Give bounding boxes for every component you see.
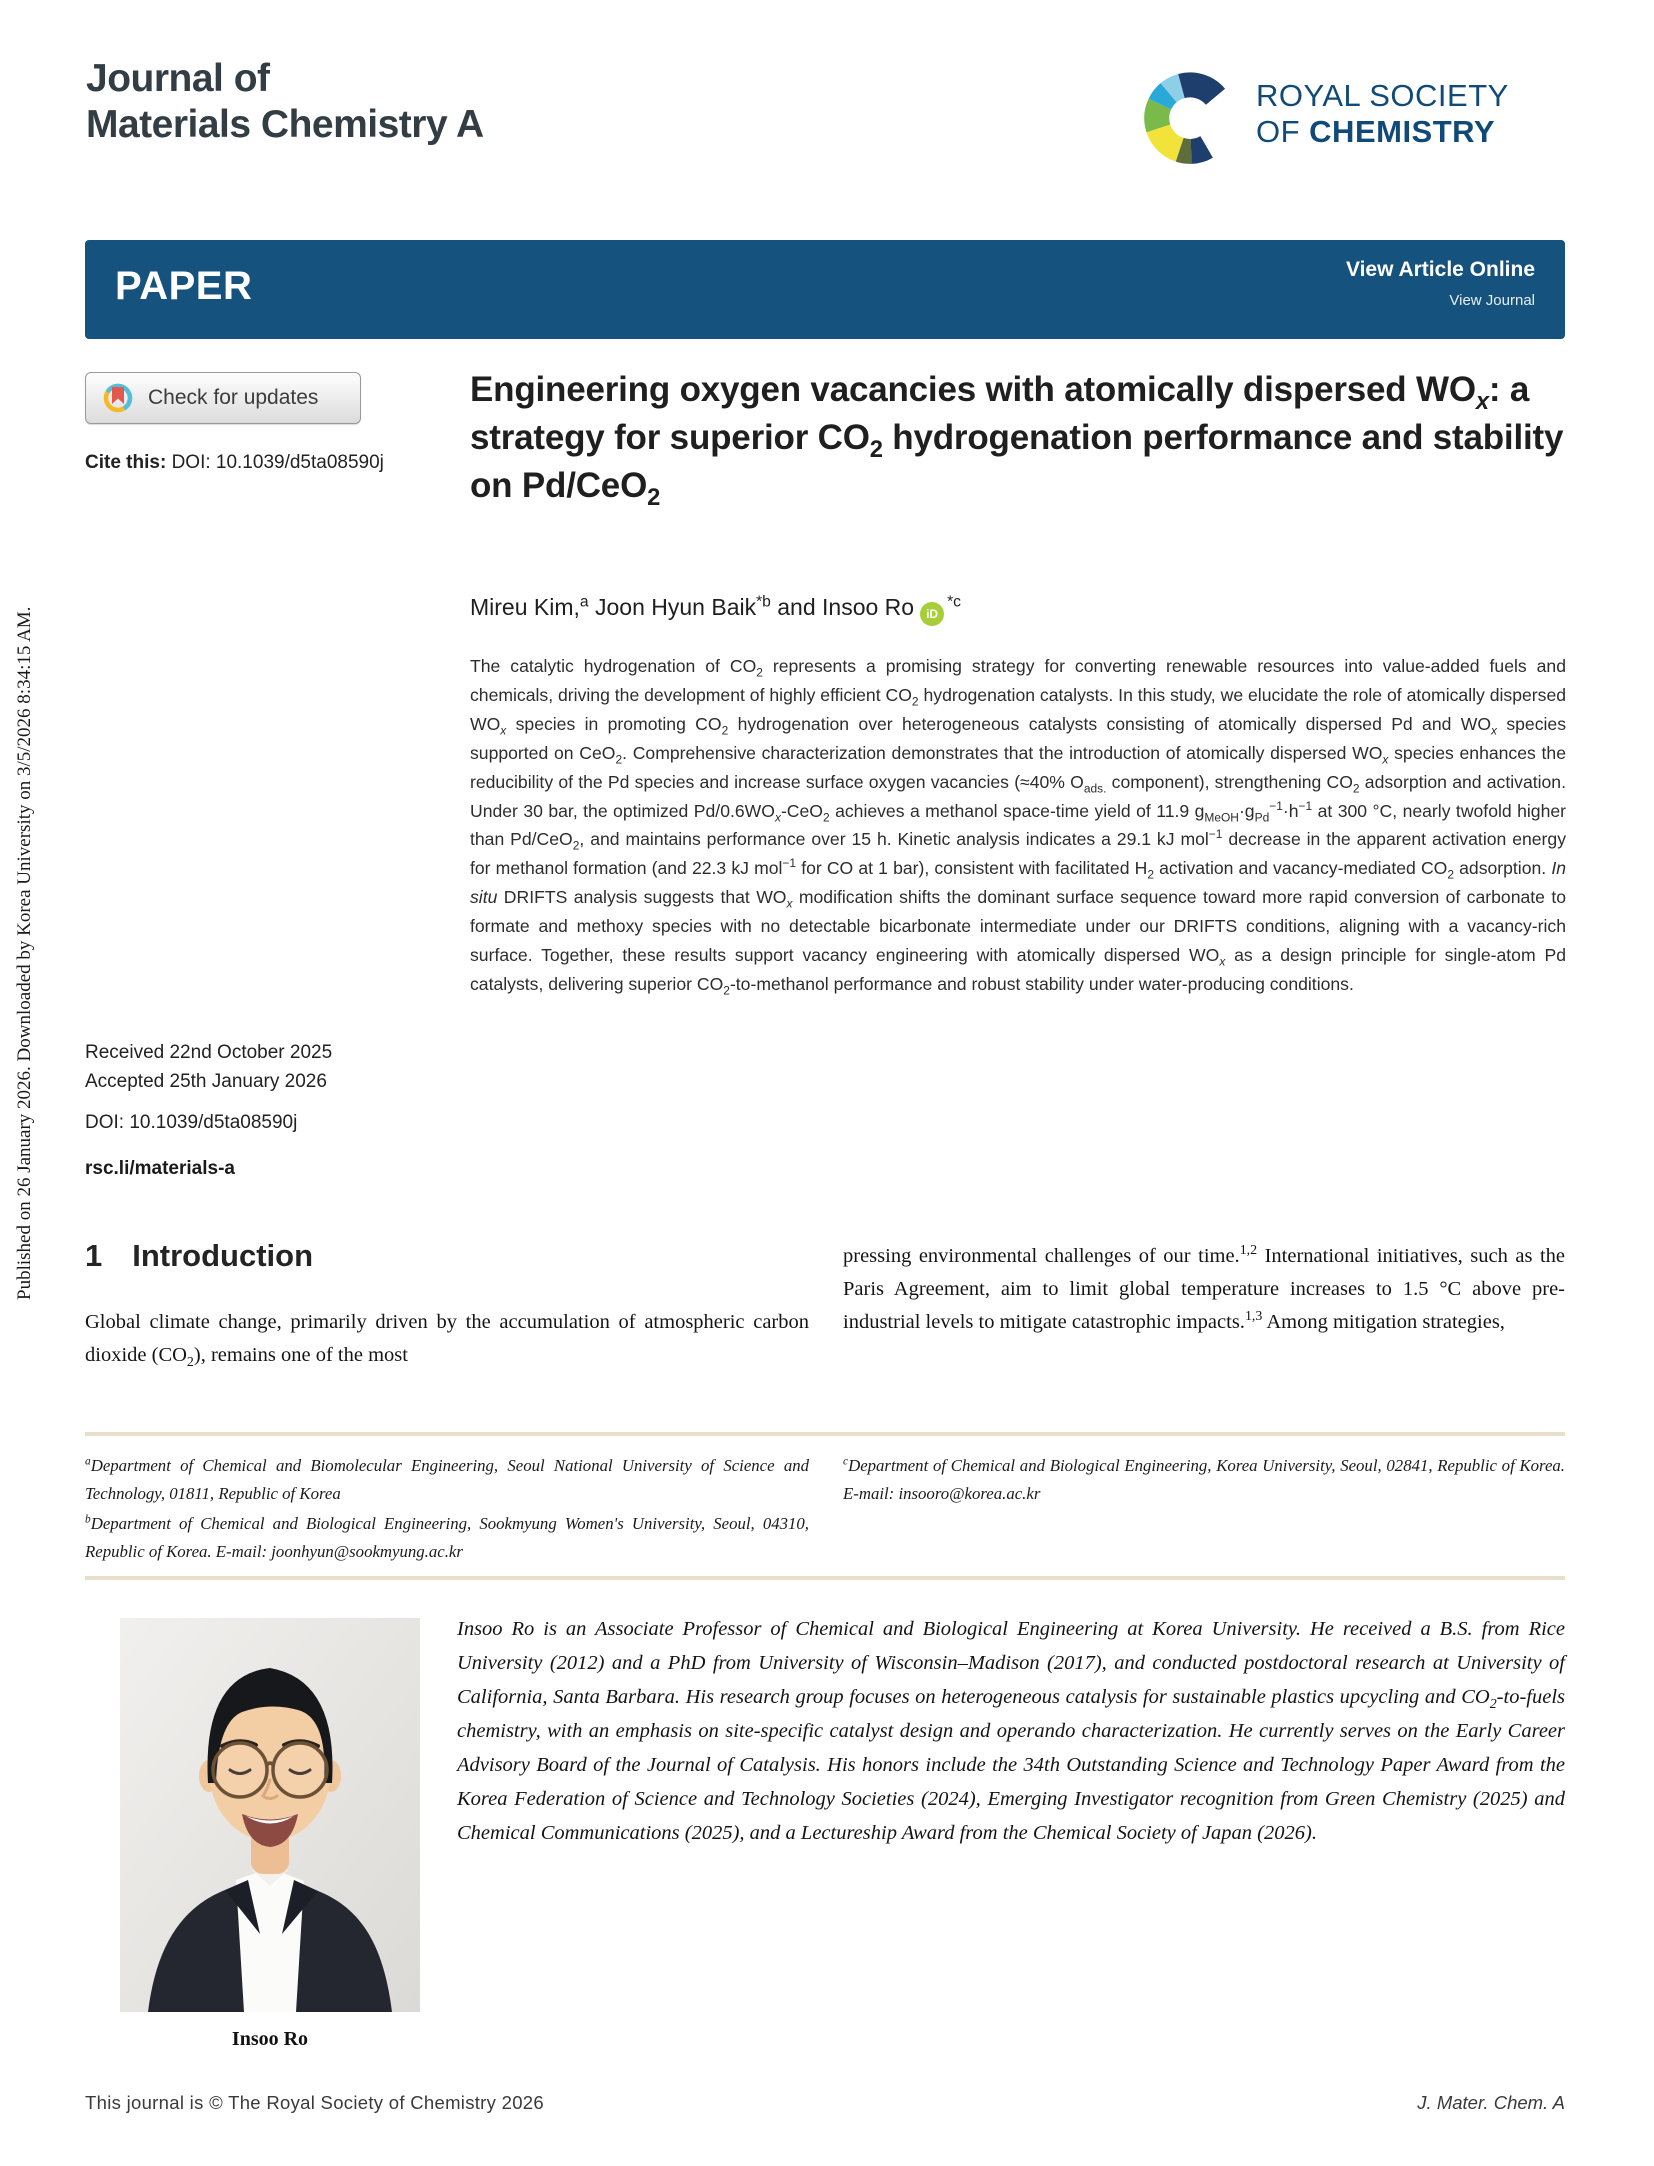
dates-block <box>85 1038 332 1096</box>
author-list <box>470 594 961 626</box>
check-for-updates-button[interactable] <box>85 372 361 424</box>
received-date: Received 22nd October 2025 <box>85 1042 333 1063</box>
portrait-photo <box>120 1618 420 2012</box>
footnotes-left-column <box>85 1452 809 1568</box>
view-journal-link[interactable]: View Journal <box>1449 292 1535 309</box>
photo-caption: Insoo Ro <box>231 2028 309 2050</box>
author-biography: Insoo Ro is an Associate Professor of Chemical and Biological Engineering at Korea University. He received a B.S. from Rice University (2012) and a PhD from University of Wisconsin–Madison (2017), and conducted postdoctoral research at University of California, Santa Barbara. His research group focuses on heterogeneous catalysis for sustainable plastics upcycling and $CO_2-to$-fuels chemistry, with an emphasis on site-specific catalyst design and operando characterization. He currently serves on the Early Career Advisory Board of the Journal of Catalysis. His honors include the 34th Outstanding Science and Technology Paper Award from the Korea Federation of Science and Technology Societies (2024), Emerging Investigator recognition from Green Chemistry (2025) and Chemical Communications (2025), and a Lectureship Award from the Chemical Society of Japan (2026). <box>457 1618 1565 1844</box>
footnote-divider-bottom <box>85 1576 1565 1580</box>
section-heading-introduction <box>85 1238 313 1274</box>
rsc-shortlink[interactable]: rsc.li/materials-a <box>85 1158 235 1179</box>
provenance-note: Published on 26 January 2026. Downloaded by Korea University on 3/5/2026 8:34:15 AM. <box>14 606 35 1300</box>
doi-line: DOI: 10.1039/d5ta08590j <box>85 1112 298 1133</box>
affiliation-c: $^c$Department of Chemical and Biological Engineering, Korea University, Seoul, 02841, Republic of Korea. E-mail: insooro@korea.ac.kr <box>843 1455 1565 1503</box>
authors-text: Mireu Kim,$^a$ Joon Hyun Baik$^{*b}$ and Insoo Ro <box>470 593 915 620</box>
orcid-icon[interactable]: iD <box>920 602 944 626</box>
cite-line <box>85 452 384 474</box>
article-type-banner <box>85 240 1565 339</box>
view-article-online-link[interactable]: View Article Online <box>1345 258 1535 281</box>
rsc-c-mark-icon <box>1138 62 1242 166</box>
journal-name-line2: Materials Chemistry A <box>86 103 484 146</box>
journal-name-line1: Journal of <box>86 57 270 100</box>
intro-paragraph-left-column: Global climate change, primarily driven by the accumulation of atmospheric carbon dioxide $(CO_2)$, remains one of the most <box>85 1311 809 1371</box>
accepted-date: Accepted 25th January 2026 <box>85 1071 327 1092</box>
section-title: Introduction <box>132 1238 314 1273</box>
abstract-text: The catalytic hydrogenation of $CO_2$ represents a promising strategy for converting renewable resources into value-added fuels and chemicals, driving the development of highly efficient $CO_2$ hydrogenation catalysts. In this study, we elucidate the role of atomically dispersed $WO_x$ species in promoting $CO_2$ hydrogenation over heterogeneous catalysts consisting of atomically dispersed Pd and $WO_x$ species supported on CeO$_2$. Comprehensive characterization demonstrates that the introduction of atomically dispersed $WO_x$ species enhances the reducibility of the Pd species and increase surface oxygen vacancies (≈40% $O_{ads.}$ component), strengthening $CO_2$ adsorption and activation. Under 30 bar, the optimized $Pd/0.6WO_x-CeO_2$ achieves a methanol space-time yield of 11.9 $g_{MeOH}\cdot g_{Pd}^{-1}\cdot h^{-1}$ at 300 °C, nearly twofold higher than Pd/CeO$_2$, and maintains performance over 15 h. Kinetic analysis indicates a 29.1 kJ mol$^{-1}$ decrease in the apparent activation energy for methanol formation (and 22.3 kJ mol$^{-1}$ for CO at 1 bar), consistent with facilitated $H_2$ activation and vacancy-mediated $CO_2$ adsorption. In situ DRIFTS analysis suggests that $WO_x$ modification shifts the dominant surface sequence toward more rapid conversion of carbonate to formate and methoxy species with no detectable bicarbonate intermediate under our DRIFTS conditions, aligning with a vacancy-rich surface. Together, these results support vacancy engineering with atomically dispersed $WO_x$ as a design principle for single-atom Pd catalysts, delivering superior $CO_2-to$-methanol performance and robust stability under water-producing conditions. <box>470 656 1567 998</box>
journal-masthead <box>86 56 484 148</box>
affiliation-b: $^b$Department of Chemical and Biological Engineering, Sookmyung Women's University, Seoul, 04310, Republic of Korea. E-mail: joonhyun@sookmyung.ac.kr <box>85 1513 809 1561</box>
article-type-label: PAPER <box>115 264 253 308</box>
footer-journal-abbrev: J. Mater. Chem. A <box>1417 2092 1565 2113</box>
footer-copyright: This journal is © The Royal Society of Chemistry 2026 <box>85 2092 544 2113</box>
rsc-logo <box>1138 62 1509 166</box>
crossmark-icon <box>100 380 136 416</box>
cite-doi: DOI: 10.1039/d5ta08590j <box>171 452 384 473</box>
article-title: Engineering oxygen vacancies with atomically dispersed $WO_x$: a strategy for superior $CO_2$ hydrogenation performance and stability on Pd/CeO$_2$ <box>470 370 1564 511</box>
cite-label: Cite this: <box>85 452 167 473</box>
footnotes-right-column <box>843 1452 1565 1510</box>
check-for-updates-label: Check for updates <box>148 386 319 409</box>
footnote-divider-top <box>85 1432 1565 1436</box>
rsc-wordmark-line1: ROYAL SOCIETY <box>1256 78 1509 113</box>
intro-paragraph-right-column: pressing environmental challenges of our time.$^{1,2}$ International initiatives, such as the Paris Agreement, aim to limit global temperature increases to 1.5 °C above pre-industrial levels to mitigate catastrophic impacts.$^{1,3}$ Among mitigation strategies, <box>843 1243 1565 1333</box>
affiliation-a: $^a$Department of Chemical and Biomolecular Engineering, Seoul National University of Science and Technology, 01811, Republic of Korea <box>85 1455 809 1503</box>
rsc-wordmark <box>1256 78 1509 150</box>
corresponding-author-mark: *c <box>947 593 961 611</box>
rsc-wordmark-line2: OF CHEMISTRY <box>1256 114 1496 149</box>
section-number: 1 <box>85 1238 103 1273</box>
